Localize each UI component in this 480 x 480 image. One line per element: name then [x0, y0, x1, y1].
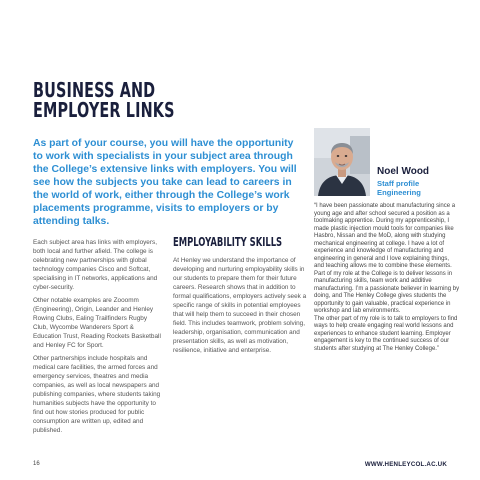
intro-text: As part of your course, you will have the opportunity to work with specialists in your subject area through the College’s extensive links with employers. You will see how the subjects you take can lead to careers in the world of work, either through the College’s work placements programme, visits to employers or by attending talks. — [33, 138, 297, 227]
left-paragraph-2: Other notable examples are Zooomm (Engineering), Origin, Leander and Henley Rowing Clubs, Ealing Trailfinders Rugby Club, Wycombe Wanderers Sport & Education Trust, Reading Rockets Basketball and Henley FC for Sport. — [33, 297, 161, 349]
profile-photo-image — [314, 128, 370, 196]
profile-paragraph-3: The other part of my role is to talk to employers to find ways to help create engaging real world lessons and experiences to enhance student learning. Employer engagement is key to the continued success of our students after studying at The Henley College.” — [314, 315, 458, 352]
profile-role-title: Staff profile — [377, 179, 420, 188]
website-url: WWW.HENLEYCOL.AC.UK — [364, 461, 447, 468]
profile-name: Noel Wood — [377, 166, 430, 177]
employability-section — [173, 236, 308, 355]
profile-photo — [314, 128, 370, 196]
page-title — [33, 80, 220, 120]
left-column — [33, 238, 163, 439]
profile-paragraph-1: “I have been passionate about manufacturing since a young age and after school secured a position as a toolmaking apprentice. During my apprenticeship, I made plastic injection mould tools for companies like Hasbro, Nissan and the MoD, along with studying mechanical engineering at college. I have a lot of experience and knowledge of manufacturing and engineering in general and I love explaining things, and teaching allows me to combine these elements. — [314, 203, 456, 269]
page-number: 16 — [33, 461, 40, 467]
employability-heading: EMPLOYABILITY SKILLS — [173, 235, 283, 249]
profile-role — [377, 180, 421, 197]
left-paragraph-3: Other partnerships include hospitals and medical care facilities, the armed forces and emergency services, theatres and media companies, as well as local newspapers and publishing companies, where students taking humanities subjects have the opportunity to find out how stories produced for public consumption are written up, edited and published. — [33, 355, 161, 434]
profile-role-subject: Engineering — [377, 187, 421, 197]
profile-quote — [314, 203, 460, 353]
profile-paragraph-2: Part of my role at the College is to deliver lessons in manufacturing skills, team work and additive manufacturing. I’m a passionate believer in learning by doing, and The Henley College gives students the opportunity to gain valuable, practical experience in workshop and lab environments. — [314, 270, 460, 314]
employability-body: At Henley we understand the importance of developing and nurturing employability skills in our students to prepare them for their future careers. Research shows that in addition to formal qualifications, employers actively seek a specific range of skills in potential employees that will help them to succeed in their chosen field. This includes teamwork, problem solving, leadership, organisation, communication and presentation skills, as well as motivation, resilience, initiative and enterprise. — [173, 257, 307, 354]
page-title-line-2: EMPLOYER LINKS — [33, 98, 175, 122]
page-title-line-1: BUSINESS AND — [33, 78, 156, 102]
left-paragraph-1: Each subject area has links with employers, both local and further afield. The college is celebrating new partnerships with global technology companies Cisco and Softcat, specialising in IT networks, applications and cyber-security. — [33, 239, 158, 291]
